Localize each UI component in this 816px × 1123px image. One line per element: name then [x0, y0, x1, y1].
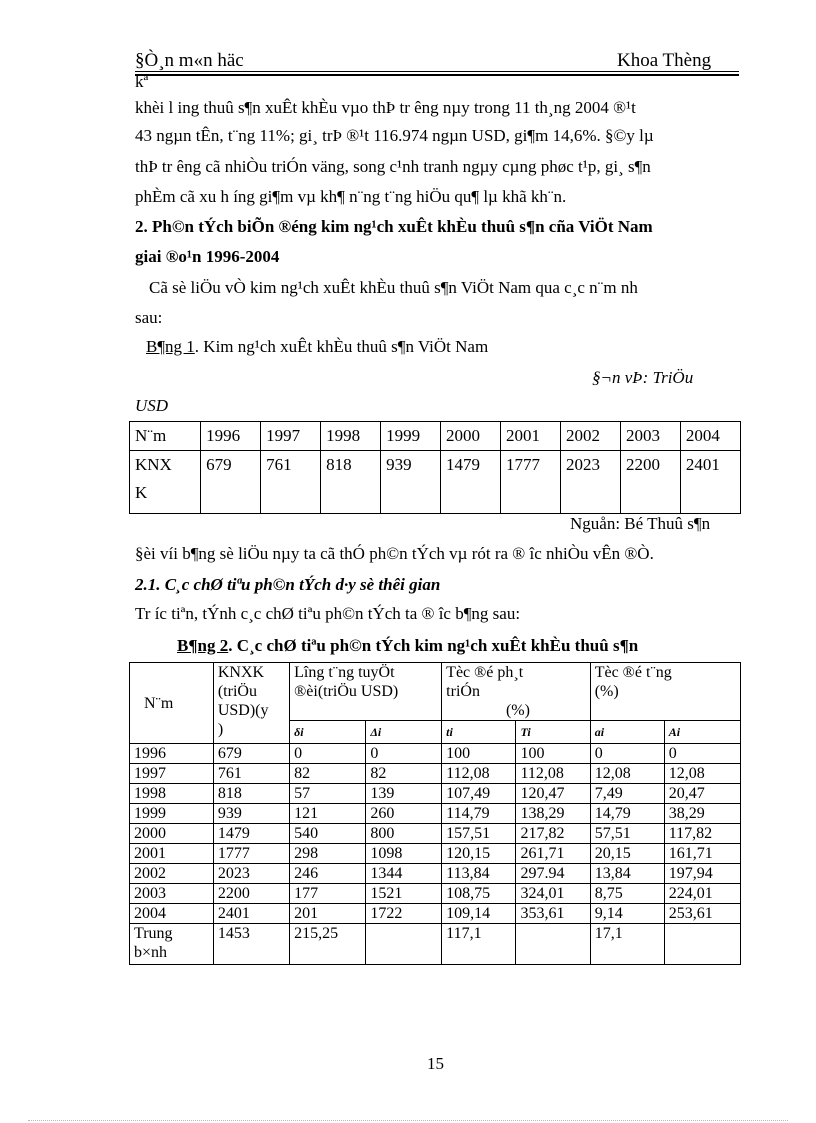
table-cell: 17,1: [590, 924, 664, 965]
table-cell: 260: [366, 804, 442, 824]
table-cell: 20,47: [664, 784, 740, 804]
table-cell: 82: [290, 764, 366, 784]
symbol-cell: Ti: [516, 721, 590, 744]
table1-unit: §¬n vÞ: TriÖu: [592, 368, 694, 387]
table-cell: 1479: [213, 824, 289, 844]
cell-text: Trung: [134, 925, 173, 942]
table-cell: 2002: [130, 864, 214, 884]
table-cell: 2401: [680, 451, 740, 514]
table-cell: 14,79: [590, 804, 664, 824]
table1-caption: [146, 337, 488, 357]
table2-caption-text: . C¸c chØ tiªu ph©n tÝch kim ng¹ch xuÊt khÈu thuû s¶n: [228, 636, 639, 655]
table-cell: 120,47: [516, 784, 590, 804]
table-cell: 1098: [366, 844, 442, 864]
symbol-cell: δi: [290, 721, 366, 744]
table-cell: 298: [290, 844, 366, 864]
table-cell: 38,29: [664, 804, 740, 824]
table-cell: 121: [290, 804, 366, 824]
table-row: [130, 744, 741, 764]
table-cell: 7,49: [590, 784, 664, 804]
header-rule-thick: [135, 74, 739, 76]
table-cell: 679: [201, 451, 261, 514]
table-cell: 2000: [441, 422, 501, 451]
table-row: [130, 764, 741, 784]
table-cell: 112,08: [442, 764, 516, 784]
symbol-cell: Ai: [664, 721, 740, 744]
table-cell: 224,01: [664, 884, 740, 904]
header-text: triÓn: [446, 683, 480, 700]
table-cell: 2023: [213, 864, 289, 884]
table-cell: 1997: [261, 422, 321, 451]
page-edge-divider: [28, 1120, 788, 1121]
table2-caption: [177, 636, 638, 656]
symbol-cell: ti: [442, 721, 516, 744]
header-text: (%): [505, 702, 530, 719]
table-row: [130, 784, 741, 804]
table2-caption-label: B¶ng 2: [177, 636, 229, 655]
header-text: KNXK: [217, 664, 265, 681]
table-cell: 1777: [213, 844, 289, 864]
table-cell: 2200: [213, 884, 289, 904]
table-cell: 818: [213, 784, 289, 804]
table-cell: 201: [290, 904, 366, 924]
table-cell: 1453: [213, 924, 289, 965]
table-cell: 1999: [130, 804, 214, 824]
table-cell: 138,29: [516, 804, 590, 824]
subsection-heading: 2.1. C¸c chØ tiªu ph©n tÝch d·y sè thêi gian: [135, 575, 441, 594]
table-cell: 2023: [560, 451, 620, 514]
table1-source: Nguån: Bé Thuû s¶n: [570, 514, 711, 533]
table-cell: 2004: [680, 422, 740, 451]
table-cell: 2200: [620, 451, 680, 514]
table-cell: 761: [261, 451, 321, 514]
header-rule-thin: [135, 71, 739, 72]
table-cell: 2401: [213, 904, 289, 924]
header-cell-absolute: [290, 663, 442, 721]
table-cell: 1996: [130, 744, 214, 764]
table-cell: 161,71: [664, 844, 740, 864]
table-cell: [130, 924, 214, 965]
header-text: Lîng t¨ng tuyÖt: [294, 664, 395, 681]
table1: [129, 421, 741, 514]
table-row: [130, 804, 741, 824]
page-number: 15: [427, 1054, 444, 1073]
table-cell: 113,84: [442, 864, 516, 884]
table-cell: 939: [213, 804, 289, 824]
table-cell: 117,1: [442, 924, 516, 965]
table-cell: 107,49: [442, 784, 516, 804]
table-cell: 1998: [321, 422, 381, 451]
table-row: [130, 844, 741, 864]
table-row: [130, 884, 741, 904]
table-cell: 20,15: [590, 844, 664, 864]
table-cell: [516, 924, 590, 965]
table-cell: 1722: [366, 904, 442, 924]
table-cell: 1996: [201, 422, 261, 451]
table-cell: 2001: [501, 422, 561, 451]
table1-caption-text: . Kim ng¹ch xuÊt khÈu thuû s¶n ViÖt Nam: [194, 337, 489, 356]
header-right: Khoa Thèng: [617, 50, 712, 71]
table-cell: 120,15: [442, 844, 516, 864]
table-cell: [366, 924, 442, 965]
header-cell-knxk: [213, 663, 289, 744]
table-cell: 12,08: [590, 764, 664, 784]
table-cell: N¨m: [130, 422, 201, 451]
table-cell: 353,61: [516, 904, 590, 924]
intro-line: sau:: [135, 308, 163, 327]
table-cell: 13,84: [590, 864, 664, 884]
cell-text: b×nh: [134, 944, 168, 961]
header-cell-development: [442, 663, 591, 721]
section-heading: 2. Ph©n tÝch biÕn ®éng kim ng¹ch xuÊt khÈu thuû s¶n cña ViÖt Nam: [135, 217, 653, 236]
table-cell: 108,75: [442, 884, 516, 904]
header-text: (triÖu: [217, 683, 257, 700]
table-cell: 114,79: [442, 804, 516, 824]
cell-text: KNX: [135, 455, 172, 474]
table-cell: 1777: [501, 451, 561, 514]
table-cell: 8,75: [590, 884, 664, 904]
table-cell: 818: [321, 451, 381, 514]
table-row: [130, 422, 741, 451]
table-cell: 9,14: [590, 904, 664, 924]
table1-unit-cont: USD: [135, 396, 169, 415]
table-cell: 1998: [130, 784, 214, 804]
table-cell: 2000: [130, 824, 214, 844]
table-cell: 157,51: [442, 824, 516, 844]
header-text: Tèc ®é ph¸t: [446, 664, 524, 681]
compute-line: Tr íc tiªn, tÝnh c¸c chØ tiªu ph©n tÝch ta ® îc b¶ng sau:: [135, 604, 521, 623]
paragraph-line: phÈm cã xu h íng gi¶m vµ kh¶ n¨ng t¨ng hiÖu qu¶ lµ khã kh¨n.: [135, 187, 567, 206]
table2: [129, 662, 741, 965]
paragraph-line: kª: [135, 72, 149, 91]
table-cell: [664, 924, 740, 965]
table-cell: 1344: [366, 864, 442, 884]
table-cell: 800: [366, 824, 442, 844]
table-cell: 1999: [381, 422, 441, 451]
table-header-row: [130, 663, 741, 721]
table-cell: 297.94: [516, 864, 590, 884]
paragraph-line: 43 ngµn tÊn, t¨ng 11%; gi¸ trÞ ®¹t 116.974 ngµn USD, gi¶m 14,6%. §©y lµ: [135, 126, 654, 145]
table-cell: 2004: [130, 904, 214, 924]
cell-text: K: [135, 483, 148, 502]
table-cell: 0: [290, 744, 366, 764]
table-cell: 246: [290, 864, 366, 884]
table-cell: 253,61: [664, 904, 740, 924]
section-heading: giai ®o¹n 1996-2004: [135, 247, 280, 266]
table-cell: 261,71: [516, 844, 590, 864]
table-cell: 100: [516, 744, 590, 764]
symbol-cell: Δi: [366, 721, 442, 744]
analysis-line: §èi víi b¶ng sè liÖu nµy ta cã thÓ ph©n tÝch vµ rót ra ® îc nhiÒu vÊn ®Ò.: [135, 544, 654, 563]
table-cell: 197,94: [664, 864, 740, 884]
header-text: USD)(y: [217, 702, 269, 719]
table-cell: 57: [290, 784, 366, 804]
table-cell: 2001: [130, 844, 214, 864]
table-cell: 217,82: [516, 824, 590, 844]
intro-line: Cã sè liÖu vÒ kim ng¹ch xuÊt khÈu thuû s¶n ViÖt Nam qua c¸c n¨m nh: [149, 278, 638, 297]
table-row-average: [130, 924, 741, 965]
table-cell: 2003: [620, 422, 680, 451]
table-cell: 0: [664, 744, 740, 764]
table-cell: 2003: [130, 884, 214, 904]
table-cell: 100: [442, 744, 516, 764]
header-text: ): [217, 721, 224, 738]
header-cell-increase: [590, 663, 740, 721]
header-text: ®èi(triÖu USD): [294, 683, 399, 700]
table-row: [130, 904, 741, 924]
table-cell: 0: [366, 744, 442, 764]
table-cell: 82: [366, 764, 442, 784]
table-cell: 109,14: [442, 904, 516, 924]
table-cell: 679: [213, 744, 289, 764]
table-cell: 2002: [560, 422, 620, 451]
table-row: [130, 451, 741, 514]
table-cell: [130, 451, 201, 514]
table-cell: 12,08: [664, 764, 740, 784]
table-cell: 117,82: [664, 824, 740, 844]
header-text: (%): [594, 683, 619, 700]
paragraph-line: thÞ tr êng cã nhiÒu triÓn väng, song c¹nh tranh ngµy cµng phøc t¹p, gi¸ s¶n: [135, 157, 651, 176]
table-cell: 139: [366, 784, 442, 804]
header-left: §Ò¸n m«n häc: [135, 50, 244, 71]
paragraph-line: khèi l ing thuû s¶n xuÊt khÈu vµo thÞ tr êng nµy trong 11 th¸ng 2004 ®¹t: [135, 98, 636, 117]
table-row: [130, 824, 741, 844]
table-cell: 215,25: [290, 924, 366, 965]
table-cell: 939: [381, 451, 441, 514]
table-row: [130, 864, 741, 884]
table-cell: 112,08: [516, 764, 590, 784]
table-cell: 1479: [441, 451, 501, 514]
table1-caption-label: B¶ng 1: [146, 337, 195, 356]
header-text: Tèc ®é t¨ng: [594, 664, 672, 681]
table-cell: 1521: [366, 884, 442, 904]
table-cell: 324,01: [516, 884, 590, 904]
table-cell: 57,51: [590, 824, 664, 844]
table-cell: 1997: [130, 764, 214, 784]
symbol-cell: ai: [590, 721, 664, 744]
table-cell: 540: [290, 824, 366, 844]
table-cell: 177: [290, 884, 366, 904]
header-cell-year: N¨m: [130, 663, 214, 744]
table-cell: 0: [590, 744, 664, 764]
table-cell: 761: [213, 764, 289, 784]
